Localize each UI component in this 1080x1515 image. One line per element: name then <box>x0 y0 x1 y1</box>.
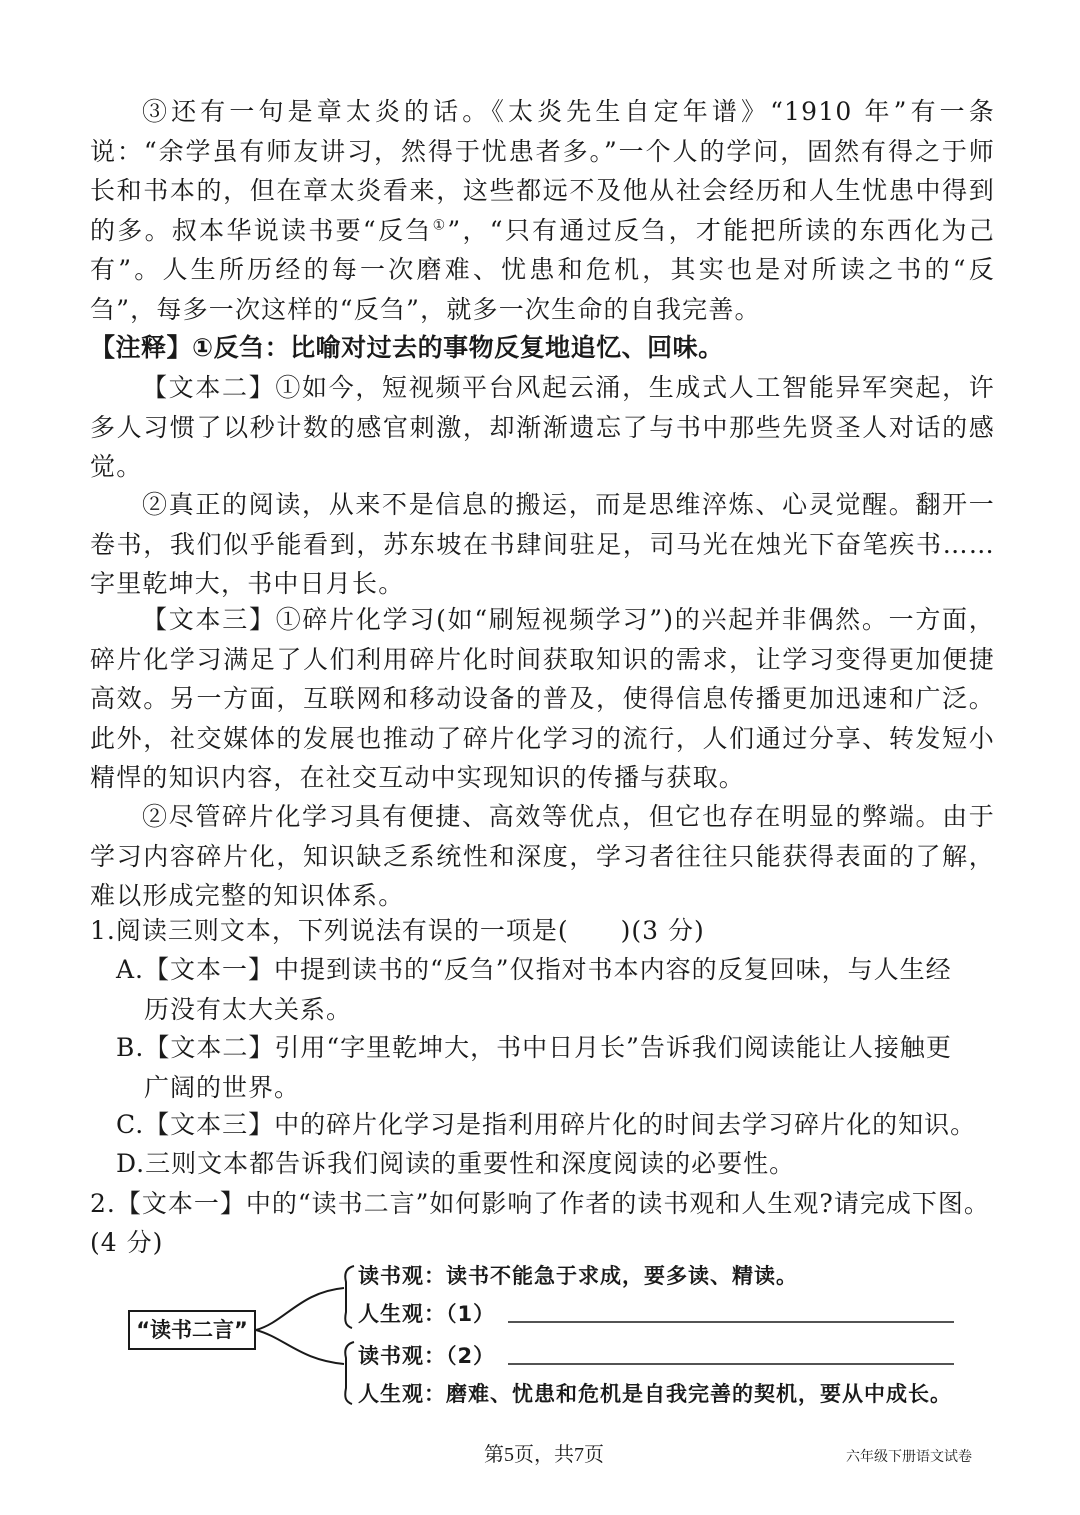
exam-title: 六年级下册语文试卷 <box>846 1449 972 1465</box>
footnote-marker: ① <box>432 217 448 234</box>
question-1-stem: 1.阅读三则文本，下列说法有误的一项是( )(3 分) <box>90 916 705 945</box>
text2-paragraph-1: 【文本二】①如今，短视频平台风起云涌，生成式人工智能异军突起，许多人习惯了以秒计数的感官刺激，却渐渐遗忘了与书中那些先贤圣人对话的感觉。 <box>90 373 995 481</box>
text3-label: 【文本三】 <box>142 605 276 634</box>
text2-paragraph-2: ②真正的阅读，从来不是信息的搬运，而是思维淬炼、心灵觉醒。翻开一卷书，我们似乎能看到，苏东坡在书肆间驻足，司马光在烛光下奋笔疾书……字里乾坤大，书中日月长。 <box>90 490 995 598</box>
diagram-branch-life-view-1[interactable]: 人生观：（1） <box>358 1302 496 1326</box>
text3-paragraph-2: ②尽管碎片化学习具有便捷、高效等优点，但它也存在明显的弊端。由于学习内容碎片化，知识缺乏系统性和深度，学习者往往只能获得表面的了解，难以形成完整的知识体系。 <box>90 802 995 910</box>
diagram-root-box: “读书二言” <box>128 1310 256 1350</box>
question-1-option-a[interactable]: A.【文本一】中提到读书的“反刍”仅指对书本内容的反复回味，与人生经 历没有太大关系。 <box>116 955 952 1024</box>
question-2-stem: 2.【文本一】中的“读书二言”如何影响了作者的读书观和人生观?请完成下图。(4 分) <box>90 1189 990 1257</box>
question-1-option-b[interactable]: B.【文本二】引用“字里乾坤大，书中日月长”告诉我们阅读能让人接触更 广阔的世界。 <box>116 1033 952 1102</box>
text2-label: 【文本二】 <box>142 373 276 402</box>
page-number: 第5页，共7页 <box>484 1444 604 1466</box>
diagram-branch-reading-view-1: 读书观：读书不能急于求成，要多读、精读。 <box>358 1264 798 1288</box>
diagram-branch-reading-view-2[interactable]: 读书观：（2） <box>358 1344 496 1368</box>
question-1-option-d[interactable]: D.三则文本都告诉我们阅读的重要性和深度阅读的必要性。 <box>116 1149 796 1178</box>
question-1-option-c[interactable]: C.【文本三】中的碎片化学习是指利用碎片化的时间去学习碎片化的知识。 <box>116 1110 977 1139</box>
footnote: 【注释】①反刍：比喻对过去的事物反复地追忆、回味。 <box>90 333 724 362</box>
text3-paragraph-1: 【文本三】①碎片化学习(如“刷短视频学习”)的兴起并非偶然。一方面，碎片化学习满足了人们利用碎片化时间获取知识的需求，让学习变得更加便捷高效。另一方面，互联网和移动设备的普及，使得信息传播更加迅速和广泛。此外，社交媒体的发展也推动了碎片化学习的流行，人们通过分享、转发短小精悍的知识内容，在社交互动中实现知识的传播与获取。 <box>90 605 995 792</box>
mind-map-diagram <box>120 1252 1000 1422</box>
text1-paragraph-3: ③还有一句是章太炎的话。《太炎先生自定年谱》“1910 年”有一条说：“余学虽有师友讲习，然得于忧患者多。”一个人的学问，固然有得之于师长和书本的，但在章太炎看来，这些都远不及他从社会经历和人生忧患中得到的多。叔本华说读书要“反刍①”，“只有通过反刍，才能把所读的东西化为己有”。人生所历经的每一次磨难、忧患和危机，其实也是对所读之书的“反刍”，每多一次这样的“反刍”，就多一次生命的自我完善。 <box>90 97 995 324</box>
diagram-branch-life-view-2: 人生观：磨难、忧患和危机是自我完善的契机，要从中成长。 <box>358 1382 952 1406</box>
